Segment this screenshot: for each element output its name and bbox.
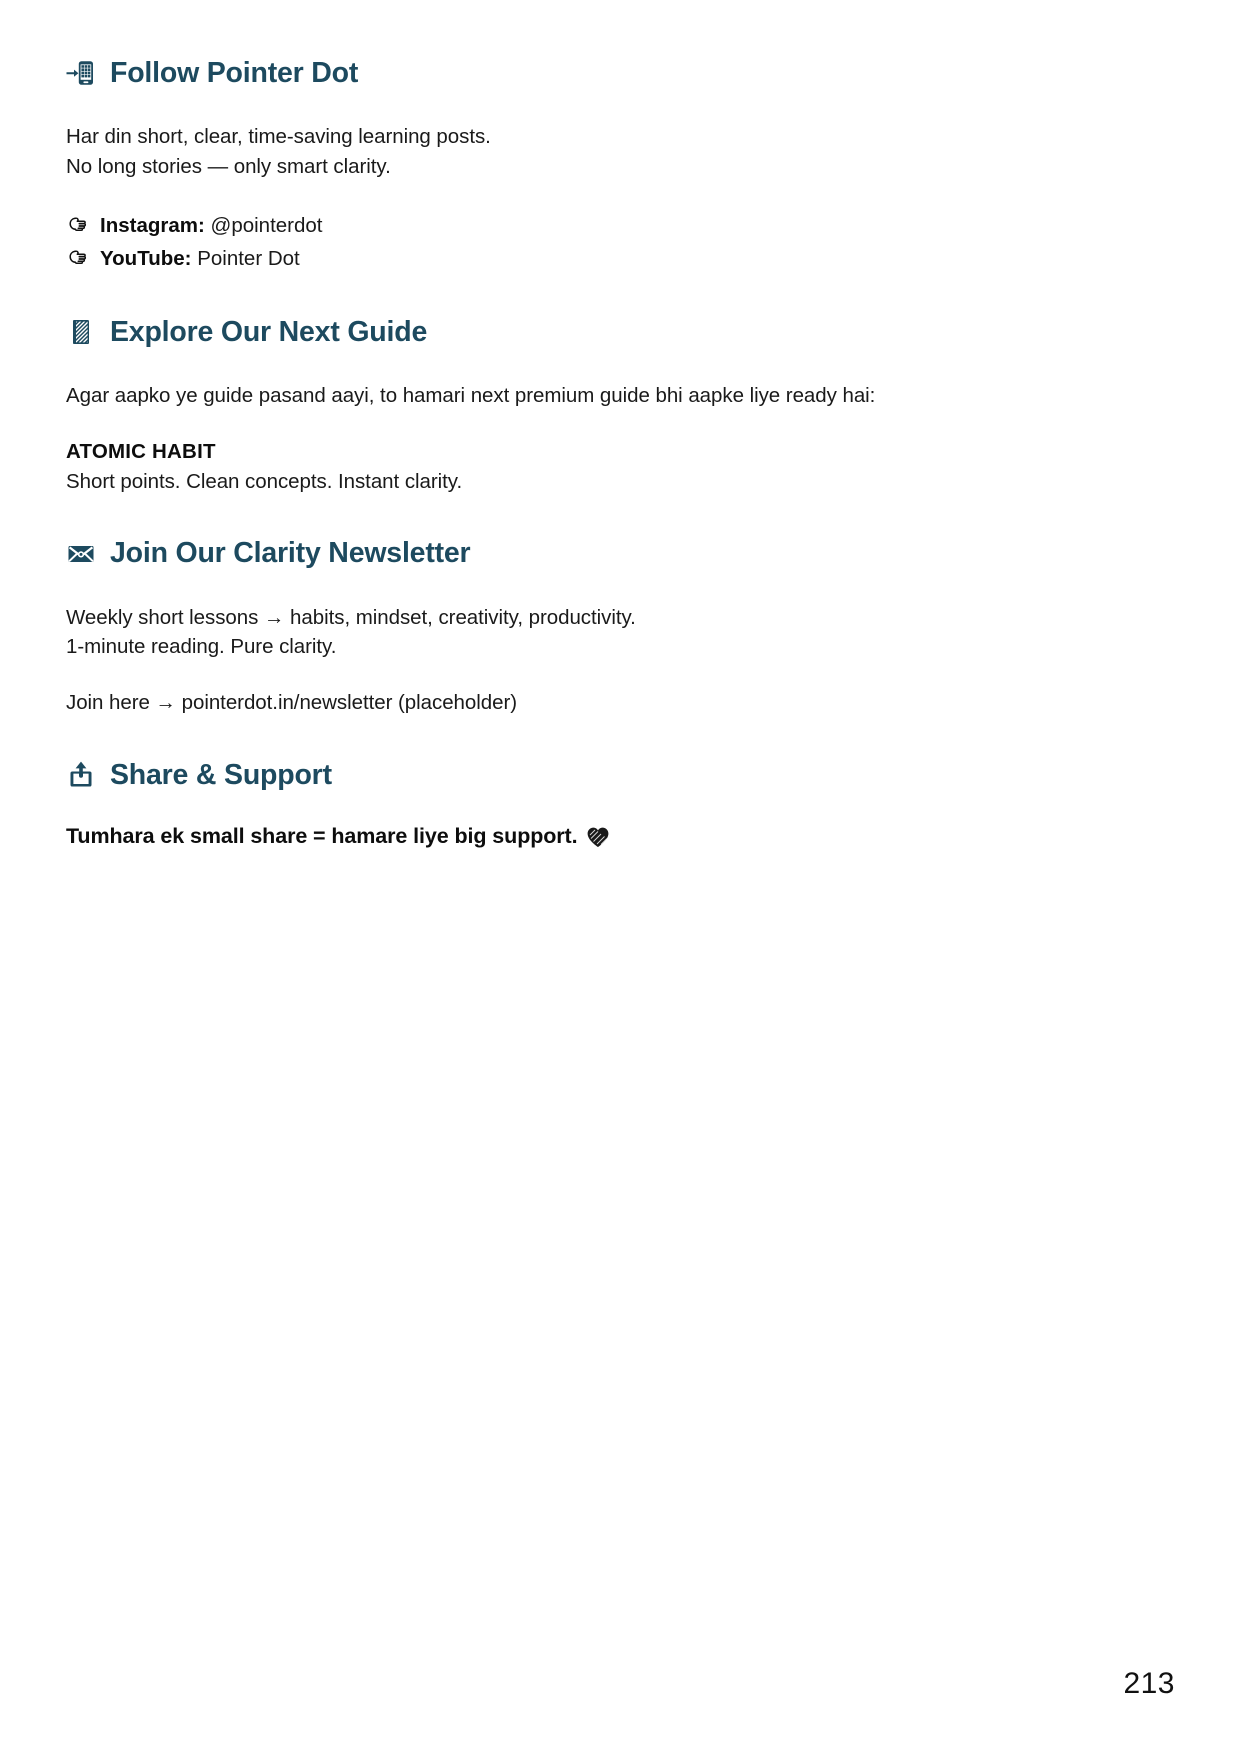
follow-description-line-1: Har din short, clear, time-saving learning posts. (66, 125, 491, 149)
section-title: Share & Support (110, 758, 332, 791)
section-heading-share-support (66, 758, 1116, 792)
outbox-tray-icon (66, 760, 96, 790)
explore-intro-text: Agar aapko ye guide pasand aayi, to hamari next premium guide bhi aapke liye ready hai: (66, 384, 876, 408)
page-content (66, 56, 1116, 849)
page-number: 213 (1123, 1667, 1175, 1700)
newsletter-line-1: Weekly short lessons → habits, mindset, creativity, productivity. (66, 605, 636, 629)
section-heading-join-newsletter (66, 536, 1116, 570)
follow-description-line-2: No long stories — only smart clarity. (66, 154, 391, 178)
envelope-icon (66, 539, 96, 569)
newsletter-join-link[interactable]: Join here → pointerdot.in/newsletter (placeholder) (66, 691, 518, 715)
section-heading-follow-pointer-dot (66, 56, 1116, 90)
closing-statement (66, 824, 1116, 849)
newsletter-line-2: 1-minute reading. Pure clarity. (66, 635, 337, 659)
social-link-value: @pointerdot (210, 213, 323, 237)
section-title: Explore Our Next Guide (110, 316, 428, 349)
notebook-icon (66, 317, 96, 347)
section-heading-explore-next-guide (66, 315, 1116, 349)
social-link-instagram[interactable] (66, 208, 1116, 242)
next-guide-tagline: Short points. Clean concepts. Instant clarity. (66, 469, 463, 493)
closing-statement-text: Tumhara ek small share = hamare liye big support. (66, 824, 578, 848)
pointing-hand-icon (66, 245, 90, 269)
social-link-text (100, 211, 323, 242)
social-link-value: Pointer Dot (197, 247, 300, 271)
pointing-hand-icon (66, 212, 90, 236)
next-guide-title: ATOMIC HABIT (66, 440, 216, 464)
mobile-phone-with-arrow-icon (66, 58, 96, 88)
section-title: Join Our Clarity Newsletter (110, 537, 471, 570)
social-link-youtube[interactable] (66, 241, 1116, 275)
black-heart-icon (586, 826, 610, 848)
social-link-text (100, 244, 300, 275)
section-title: Follow Pointer Dot (110, 57, 359, 89)
social-link-label: Instagram: (100, 213, 205, 237)
social-link-label: YouTube: (100, 247, 192, 271)
